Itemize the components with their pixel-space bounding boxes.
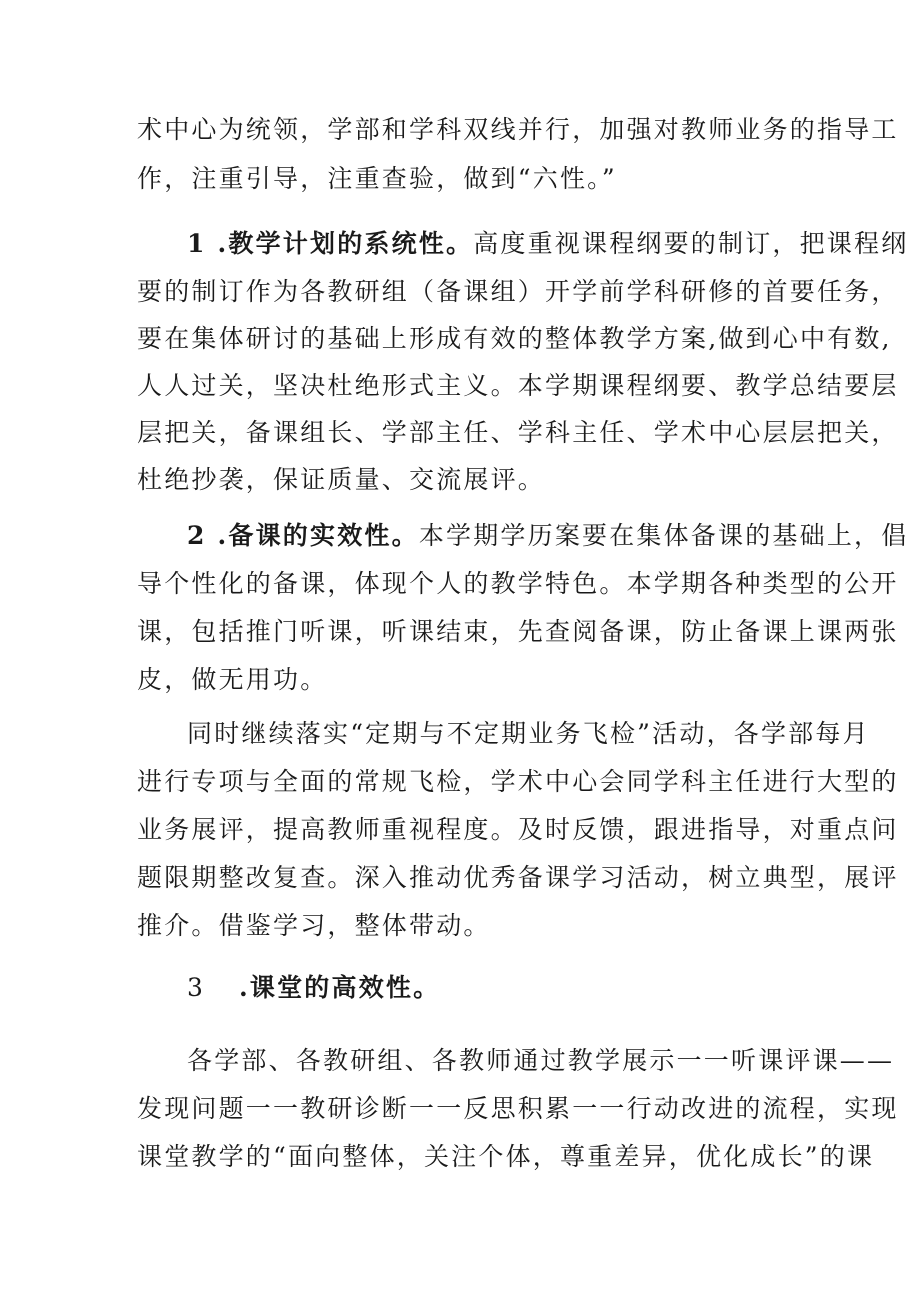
text-line: 各学部、各教研组、各教师通过教学展示一一听课评课—— [187,1046,895,1075]
section-heading: 2 .备课的实效性。 [187,521,419,550]
text-line: 课堂教学的“面向整体，关注个体，尊重差异，优化成长”的课 [137,1142,875,1171]
text-line: 导个性化的备课，体现个人的教学特色。本学期各种类型的公开 [137,569,899,598]
text-line [187,520,908,552]
text-line: 术中心为统领，学部和学科双线并行，加强对教师业务的指导工 [137,115,899,144]
text-line: 人人过关，坚决杜绝形式主义。本学期课程纲要、教学总结要层 [137,371,899,400]
text-span: 本学期学历案要在集体备课的基础上，倡 [418,521,909,550]
text-line: 作，注重引导，注重查验，做到“六性。” [137,164,617,193]
text-line: 业务展评，提高教师重视程度。及时反馈，跟进指导，对重点问 [137,815,899,844]
text-line [187,228,908,260]
text-line: 题限期整改复查。深入推动优秀备课学习活动，树立典型，展评 [137,863,899,892]
text-line: 推介。借鉴学习，整体带动。 [137,911,491,940]
text-line: 层把关，备课组长、学部主任、学科主任、学术中心层层把关， [137,418,899,447]
section-heading: 1 .教学计划的系统性。 [187,229,474,258]
text-line: 发现问题一一教研诊断一一反思积累一一行动改进的流程，实现 [137,1094,899,1123]
text-line: 要在集体研讨的基础上形成有效的整体教学方案,做到心中有数, [137,324,892,353]
text-line: 皮，做无用功。 [137,665,328,694]
text-line [187,972,440,1004]
text-line: 进行专项与全面的常规飞检，学术中心会同学科主任进行大型的 [137,767,899,796]
section-heading: .课堂的高效性。 [239,973,441,1002]
text-line: 同时继续落实“定期与不定期业务飞检”活动，各学部每月 [187,719,870,748]
text-span: 高度重视课程纲要的制订，把课程纲 [473,229,909,258]
text-line: 杜绝抄袭，保证质量、交流展评。 [137,465,546,494]
text-line: 要的制订作为各教研组（备课组）开学前学科研修的首要任务， [137,277,899,306]
text-line: 课，包括推门听课，听课结束，先查阅备课，防止备课上课两张 [137,617,899,646]
section-number: 3 [187,973,206,1002]
